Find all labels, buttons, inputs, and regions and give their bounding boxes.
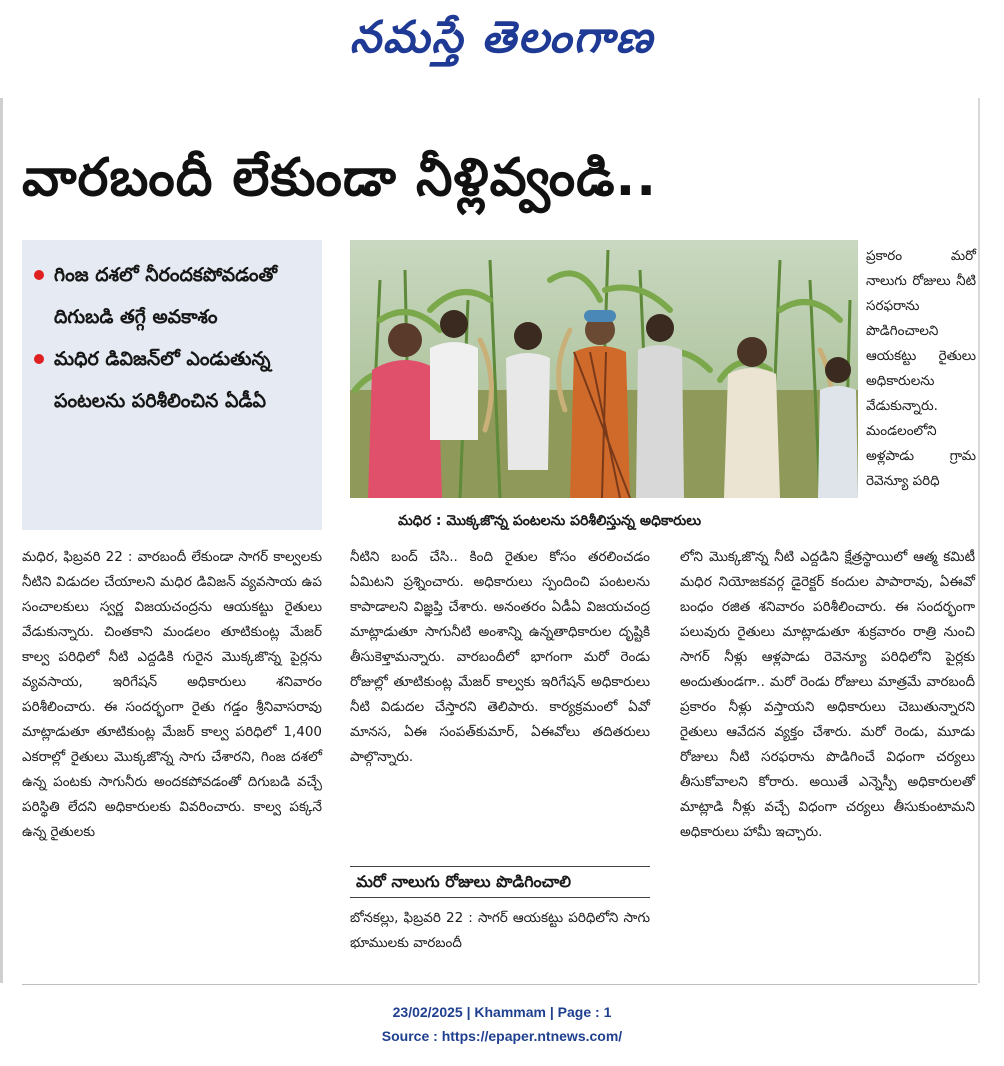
sub-headline: మరో నాలుగు రోజులు పొడిగించాలి xyxy=(350,866,650,898)
highlight-item xyxy=(34,338,312,422)
paragraph: ప్రకారం మరో నాలుగు రోజులు నీటి సరఫరాను పొడిగించాలని ఆయకట్టు రైతులు అధికారులను వేడుకున్నారు. మండలంలోని అళ్లపాడు గ్రామ రెవెన్యూ పరిధి xyxy=(866,248,976,489)
page-footer xyxy=(0,1000,1004,1048)
paragraph: మధిర, ఫిబ్రవరి 22 : వారబందీ లేకుండా సాగర్ కాల్వలకు నీటిని విడుదల చేయాలని మధిర డివిజన్ వ్యవసాయ ఉప సంచాలకులు స్వర్ణ విజయచంద్రను ఆయకట్టు రైతులు వేడుకున్నారు. చింతకాని మండలం తూటికుంట్ల మేజర్ కాల్వ పరిధిలో నీటి ఎద్దడికి గురైన మొక్కజొన్న పైర్లను వ్యవసాయ, ఇరిగేషన్ అధికారులు శనివారం పరిశీలించారు. ఈ సందర్భంగా రైతు గడ్డం శ్రీనివాసరావు మాట్లాడుతూ తూటికుంట్ల మేజర్ కాల్వ పరిధిలో 1,400 ఎకరాల్లో రైతులు మొక్కజొన్న సాగు చేశారని, గింజ దశలో ఉన్న పంటకు సాగునీరు అందకపోవడంతో దిగుబడి వచ్చే పరిస్థితి లేదని అధికారులకు వివరించారు. కాల్వ పక్కనే ఉన్న రైతులకు xyxy=(22,549,322,840)
headline: వారబందీ లేకుండా నీళ్లివ్వండి.. xyxy=(22,148,658,208)
right-column-divider xyxy=(978,98,980,983)
article-column-2-continued xyxy=(350,906,650,956)
highlight-item xyxy=(34,254,312,338)
news-photo xyxy=(350,240,858,498)
cornfield-photo-illustration xyxy=(350,240,858,498)
footer-source: Source : https://epaper.ntnews.com/ xyxy=(381,1028,623,1044)
bullet-icon xyxy=(34,354,44,364)
bullet-icon xyxy=(34,270,44,280)
article-column-2 xyxy=(350,545,650,770)
side-column-text xyxy=(866,244,976,494)
article-column-3 xyxy=(680,545,975,845)
bottom-divider xyxy=(22,984,977,985)
left-page-edge xyxy=(0,98,3,983)
paragraph: బోనకల్లు, ఫిబ్రవరి 22 : సాగర్ ఆయకట్టు పరిధిలోని సాగు భూములకు వారబందీ xyxy=(350,910,650,951)
masthead-logo: నమస్తే తెలంగాణ xyxy=(349,12,655,63)
photo-caption: మధిర : మొక్కజొన్న పంటలను పరిశీలిస్తున్న అధికారులు xyxy=(398,513,702,529)
paragraph: నీటిని బంద్ చేసి.. కింది రైతుల కోసం తరలించడం ఏమిటని ప్రశ్నించారు. అధికారులు స్పందించి పంటలను కాపాడాలని విజ్ఞప్తి చేశారు. అనంతరం ఏడీఏ విజయచంద్ర మాట్లాడుతూ సాగునీటి అంశాన్ని ఉన్నతాధికారుల దృష్టికి తీసుకెళ్తామన్నారు. వారబందీలో భాగంగా మరో రెండు రోజుల్లో తూటికుంట్ల మేజర్ కాల్వకు ఇరిగేషన్ అధికారులు నీటి విడుదల చేస్తారని తెలిపారు. కార్యక్రమంలో ఏవో మానస, ఏఈ సంపత్‌కుమార్, ఏఈవోలు తదితరులు పాల్గొన్నారు. xyxy=(350,549,650,765)
highlight-text: మధిర డివిజన్‌లో ఎండుతున్న పంటలను పరిశీలించిన ఏడీఏ xyxy=(54,348,271,412)
article-column-1 xyxy=(22,545,322,845)
highlights-box xyxy=(22,240,322,530)
footer-date-edition: 23/02/2025 | Khammam | Page : 1 xyxy=(392,1004,612,1020)
paragraph: లోని మొక్కజొన్న నీటి ఎద్దడిని క్షేత్రస్థాయిలో ఆత్మ కమిటీ మధిర నియోజకవర్గ డైరెక్టర్ కందుల పాపారావు, ఏఈవో బంధం రజిత శనివారం పరిశీలించారు. ఈ సందర్భంగా పలువురు రైతులు మాట్లాడుతూ శుక్రవారం రాత్రి నుంచి సాగర్ నీళ్లు ఆళ్లపాడు రెవెన్యూ పరిధిలోని పైర్లకు అందుతుండగా.. మరో రెండు రోజులు మాత్రమే వారబందీ ప్రకారం నీళ్లు వస్తాయని అధికారులు చెబుతున్నారని రైతులు ఆవేదన వ్యక్తం చేశారు. మరో రెండు, మూడు రోజులు నీటి సరఫరాను పొడిగించే విధంగా చర్యలు తీసుకోవాలని కోరారు. అయితే ఎన్నెస్పీ అధికారులతో మాట్లాడి నీళ్లు వచ్చే విధంగా చర్యలు తీసుకుంటామని అధికారులు హామీ ఇచ్చారు. xyxy=(680,549,975,840)
highlight-text: గింజ దశలో నీరందకపోవడంతో దిగుబడి తగ్గే అవకాశం xyxy=(54,264,278,328)
